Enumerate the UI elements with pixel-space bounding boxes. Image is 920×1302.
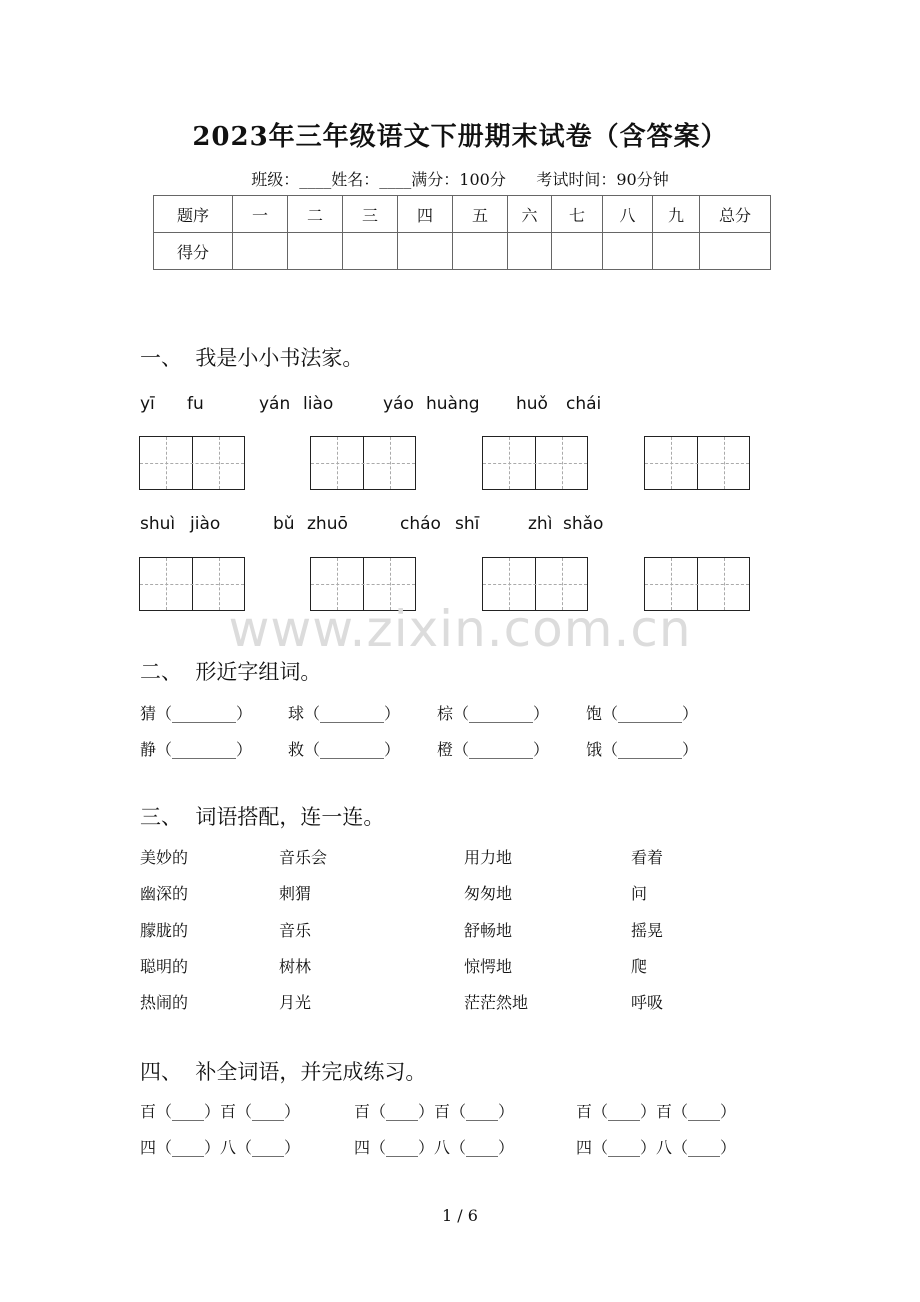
section-4-heading: 四、 补全词语，并完成练习。	[140, 1060, 427, 1084]
word-blank[interactable]: 球（________）	[288, 704, 401, 723]
idiom-blank[interactable]: 四（____）八（____）	[354, 1138, 515, 1157]
score-header-cell: 五	[453, 196, 508, 233]
match-word: 音乐会	[279, 848, 328, 867]
idiom-blank[interactable]: 百（____）百（____）	[576, 1102, 737, 1121]
page-title: 2023年三年级语文下册期末试卷（含答案）	[192, 122, 728, 152]
idiom-blank[interactable]: 四（____）八（____）	[576, 1138, 737, 1157]
word-blank[interactable]: 救（________）	[288, 740, 401, 759]
idiom-blank[interactable]: 百（____）百（____）	[140, 1102, 301, 1121]
pinyin: cháo	[400, 514, 441, 534]
score-row-label: 得分	[154, 233, 233, 270]
word-blank[interactable]: 橙（________）	[437, 740, 550, 759]
score-table-header-row	[154, 196, 771, 233]
score-table	[153, 195, 771, 270]
match-word: 朦胧的	[140, 921, 189, 940]
score-table-score-row	[154, 233, 771, 270]
pinyin: zhuō	[307, 514, 348, 534]
score-cell[interactable]	[552, 233, 603, 270]
writing-grid[interactable]	[644, 436, 750, 490]
match-word: 音乐	[279, 921, 312, 940]
score-header-cell: 二	[288, 196, 343, 233]
writing-grid[interactable]	[310, 436, 416, 490]
pinyin: zhì	[528, 514, 553, 534]
score-cell[interactable]	[653, 233, 700, 270]
word-blank[interactable]: 饿（________）	[586, 740, 699, 759]
score-cell[interactable]	[343, 233, 398, 270]
pinyin: shī	[455, 514, 480, 534]
score-header-cell: 六	[508, 196, 552, 233]
match-word: 用力地	[464, 848, 513, 867]
score-header-cell: 四	[398, 196, 453, 233]
word-blank[interactable]: 静（________）	[140, 740, 253, 759]
word-blank[interactable]: 饱（________）	[586, 704, 699, 723]
score-header-cell: 九	[653, 196, 700, 233]
match-word: 看着	[631, 848, 664, 867]
section-1-heading: 一、 我是小小书法家。	[140, 346, 364, 370]
match-word: 刺猬	[279, 884, 312, 903]
match-word: 幽深的	[140, 884, 189, 903]
pinyin: bǔ	[273, 514, 295, 534]
match-word: 美妙的	[140, 848, 189, 867]
idiom-blank[interactable]: 百（____）百（____）	[354, 1102, 515, 1121]
score-cell[interactable]	[288, 233, 343, 270]
pinyin: shuì	[140, 514, 176, 534]
pinyin: jiào	[190, 514, 221, 534]
score-header-cell: 一	[233, 196, 288, 233]
match-word: 问	[631, 884, 648, 903]
score-header-cell: 三	[343, 196, 398, 233]
writing-grid[interactable]	[139, 436, 245, 490]
section-3-heading: 三、 词语搭配，连一连。	[140, 805, 385, 829]
watermark: www.zixin.com.cn	[228, 600, 692, 658]
score-header-cell: 总分	[700, 196, 771, 233]
score-cell[interactable]	[603, 233, 653, 270]
score-cell[interactable]	[453, 233, 508, 270]
pinyin: yán	[259, 394, 291, 414]
score-cell[interactable]	[508, 233, 552, 270]
match-word: 树林	[279, 957, 312, 976]
writing-grid[interactable]	[482, 436, 588, 490]
pinyin: liào	[303, 394, 334, 414]
pinyin: huǒ	[516, 394, 548, 414]
word-blank[interactable]: 棕（________）	[437, 704, 550, 723]
idiom-blank[interactable]: 四（____）八（____）	[140, 1138, 301, 1157]
score-header-cell: 七	[552, 196, 603, 233]
page-number: 1 / 6	[442, 1206, 478, 1225]
exam-info-line: 班级：____姓名：____满分：100分 考试时间：90分钟	[251, 170, 669, 189]
score-cell[interactable]	[398, 233, 453, 270]
match-word: 聪明的	[140, 957, 189, 976]
match-word: 摇晃	[631, 921, 664, 940]
match-word: 月光	[279, 993, 312, 1012]
match-word: 舒畅地	[464, 921, 513, 940]
section-2-heading: 二、 形近字组词。	[140, 660, 322, 684]
pinyin: chái	[566, 394, 602, 414]
match-word: 茫茫然地	[464, 993, 529, 1012]
match-word: 匆匆地	[464, 884, 513, 903]
match-word: 爬	[631, 957, 648, 976]
pinyin: huàng	[426, 394, 480, 414]
match-word: 呼吸	[631, 993, 664, 1012]
match-word: 惊愕地	[464, 957, 513, 976]
pinyin: fu	[187, 394, 204, 414]
word-blank[interactable]: 猜（________）	[140, 704, 253, 723]
score-header-cell: 八	[603, 196, 653, 233]
match-word: 热闹的	[140, 993, 189, 1012]
score-header-cell: 题序	[154, 196, 233, 233]
score-cell[interactable]	[700, 233, 771, 270]
pinyin: yáo	[383, 394, 414, 414]
pinyin: yī	[140, 394, 155, 414]
pinyin: shǎo	[563, 514, 604, 534]
score-cell[interactable]	[233, 233, 288, 270]
